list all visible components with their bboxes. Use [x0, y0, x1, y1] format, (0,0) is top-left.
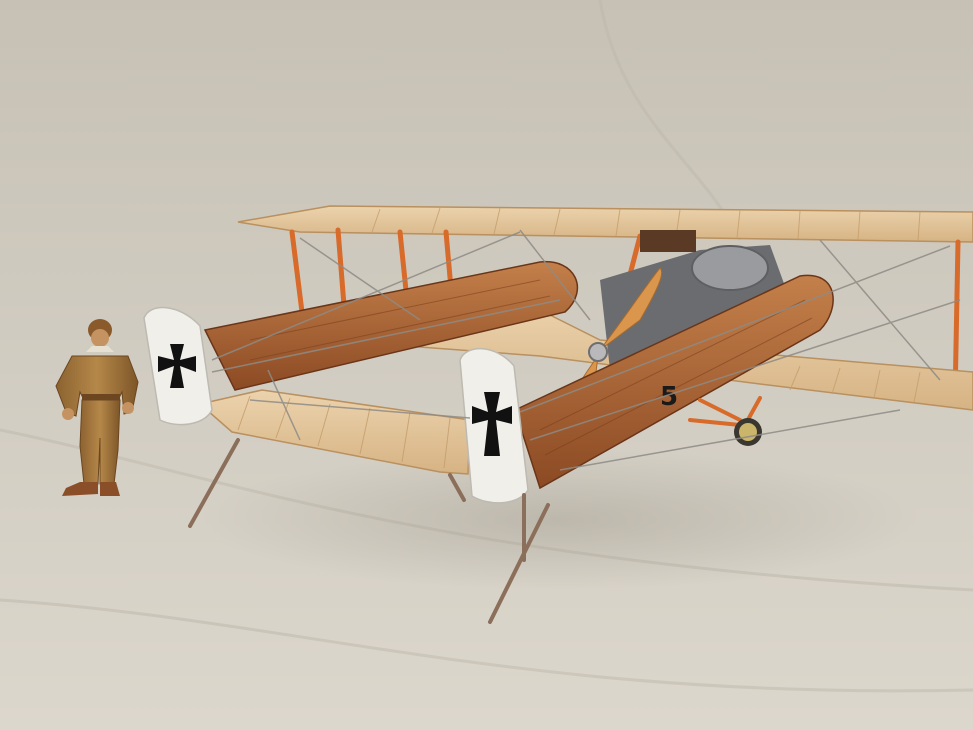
pilot-legs	[80, 400, 120, 484]
pilot-belt	[82, 394, 120, 400]
radiator	[640, 230, 696, 252]
propeller-hub	[589, 343, 607, 361]
engine-cylinder	[692, 246, 768, 290]
fuselage-number: 5	[660, 382, 679, 412]
pilot-face	[91, 329, 109, 347]
